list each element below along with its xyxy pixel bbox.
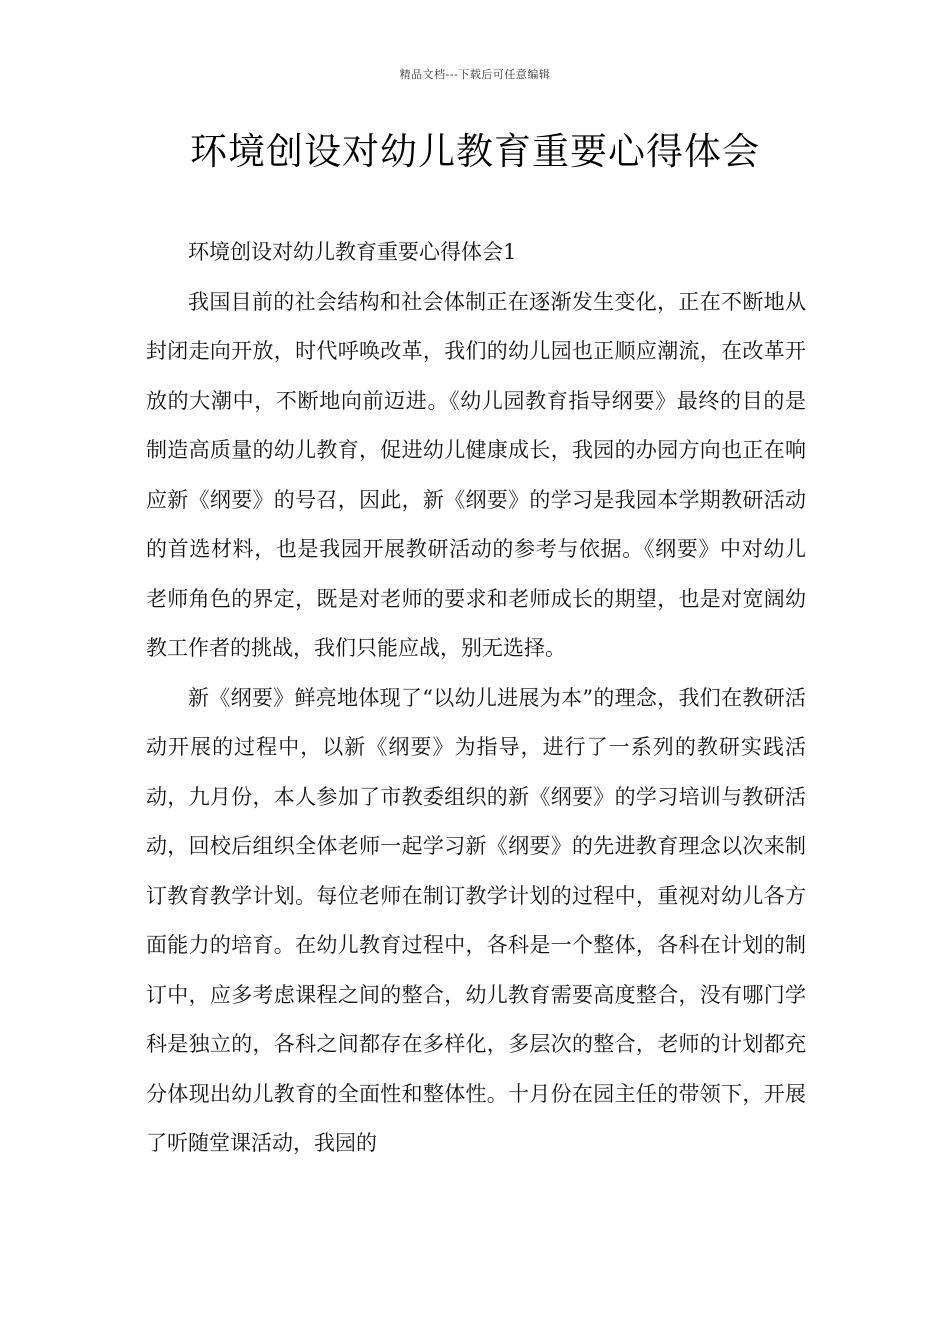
document-body bbox=[146, 228, 806, 1169]
page-header-note: 精品文档---下载后可任意编辑 bbox=[399, 68, 551, 81]
body-paragraph: 新《纲要》鲜亮地体现了“以幼儿进展为本”的理念，我们在教研活动开展的过程中，以新《纲要》为指导，进行了一系列的教研实践活动，九月份，本人参加了市教委组织的新《纲要》的学习培训与教研活动，回校后组织全体老师一起学习新《纲要》的先进教育理念以次来制订教育教学计划。每位老师在制订教学计划的过程中，重视对幼儿各方面能力的培育。在幼儿教育过程中，各科是一个整体，各科在计划的制订中，应多考虑课程之间的整合，幼儿教育需要高度整合，没有哪门学科是独立的，各科之间都存在多样化，多层次的整合，老师的计划都充分体现出幼儿教育的全面性和整体性。十月份在园主任的带领下，开展了听随堂课活动，我园的 bbox=[146, 685, 806, 1155]
document-title: 环境创设对幼儿教育重要心得体会 bbox=[190, 130, 760, 173]
body-paragraph: 我国目前的社会结构和社会体制正在逐渐发生变化，正在不断地从封闭走向开放，时代呼唤改革，我们的幼儿园也正顺应潮流，在改革开放的大潮中，不断地向前迈进。《幼儿园教育指导纲要》最终的目的是制造高质量的幼儿教育，促进幼儿健康成长，我园的办园方向也正在响应新《纲要》的号召，因此，新《纲要》的学习是我园本学期教研活动的首选材料，也是我园开展教研活动的参考与依据。《纲要》中对幼儿老师角色的界定，既是对老师的要求和老师成长的期望，也是对宽阔幼教工作者的挑战，我们只能应战，别无选择。 bbox=[146, 289, 806, 660]
section-heading: 环境创设对幼儿教育重要心得体会1 bbox=[188, 240, 517, 264]
